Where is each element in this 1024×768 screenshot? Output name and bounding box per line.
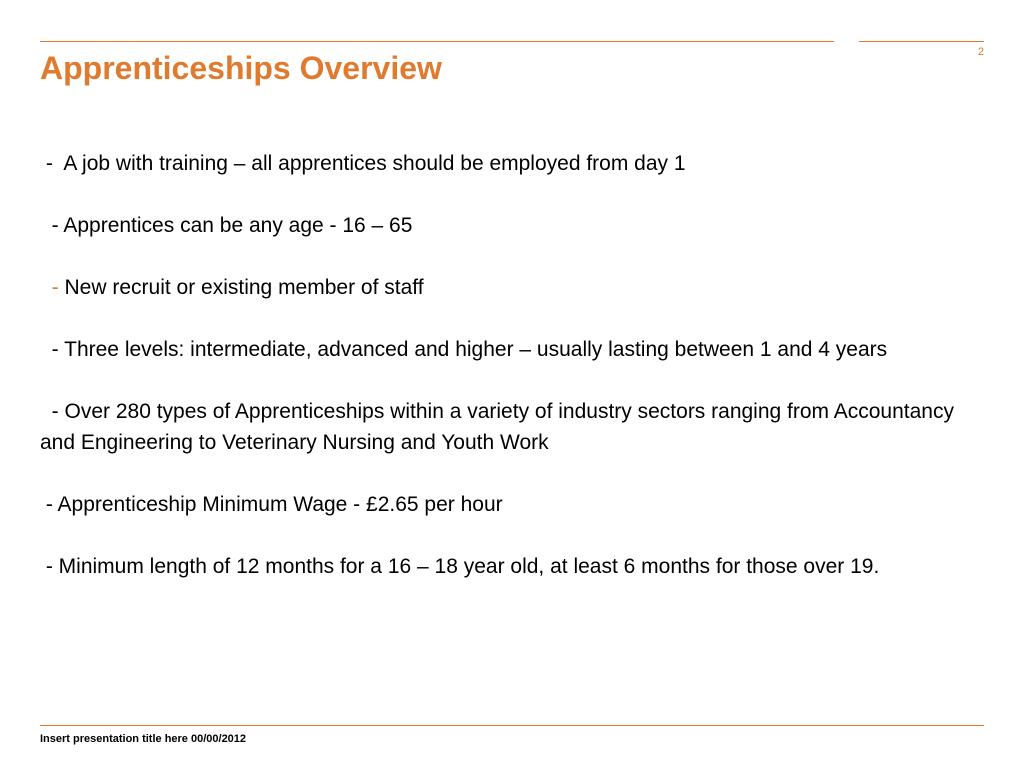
bullet-text: Minimum length of 12 months for a 16 – 18 year old, at least 6 months for those over 19. bbox=[58, 555, 880, 578]
bullet-item bbox=[40, 396, 988, 458]
bullet-list bbox=[40, 148, 988, 582]
bullet-text: Three levels: intermediate, advanced and higher – usually lasting between 1 and 4 years bbox=[64, 338, 888, 361]
bullet-dash: - bbox=[40, 555, 59, 578]
footer-text: Insert presentation title here 00/00/2012 bbox=[40, 733, 247, 745]
bullet-dash: - bbox=[40, 338, 65, 361]
bullet-text: Apprentices can be any age - 16 – 65 bbox=[63, 214, 413, 237]
bullet-dash: - bbox=[40, 152, 64, 175]
bullet-item bbox=[40, 148, 988, 179]
bullet-text: Apprenticeship Minimum Wage - £2.65 per hour bbox=[57, 493, 503, 516]
bullet-item bbox=[40, 272, 988, 303]
page-number: 2 bbox=[977, 46, 984, 58]
bullet-dash: - bbox=[40, 214, 64, 237]
bullet-dash: - bbox=[40, 400, 65, 423]
bullet-text: New recruit or existing member of staff bbox=[64, 276, 424, 299]
bullet-text: A job with training – all apprentices should be employed from day 1 bbox=[63, 152, 686, 175]
bullet-item bbox=[40, 551, 988, 582]
bullet-dash: - bbox=[40, 493, 58, 516]
footer-divider bbox=[40, 725, 984, 726]
header-divider-left bbox=[40, 41, 834, 42]
slide-title: Apprenticeships Overview bbox=[40, 50, 442, 86]
bullet-dash: - bbox=[40, 276, 65, 299]
bullet-item bbox=[40, 210, 988, 241]
bullet-item bbox=[40, 334, 988, 365]
bullet-text: Over 280 types of Apprenticeships within a variety of industry sectors ranging from Accountancy and Engineering to Veterinary Nursing and Youth Work bbox=[40, 400, 960, 454]
bullet-item bbox=[40, 489, 988, 520]
header-divider-right bbox=[859, 41, 984, 42]
